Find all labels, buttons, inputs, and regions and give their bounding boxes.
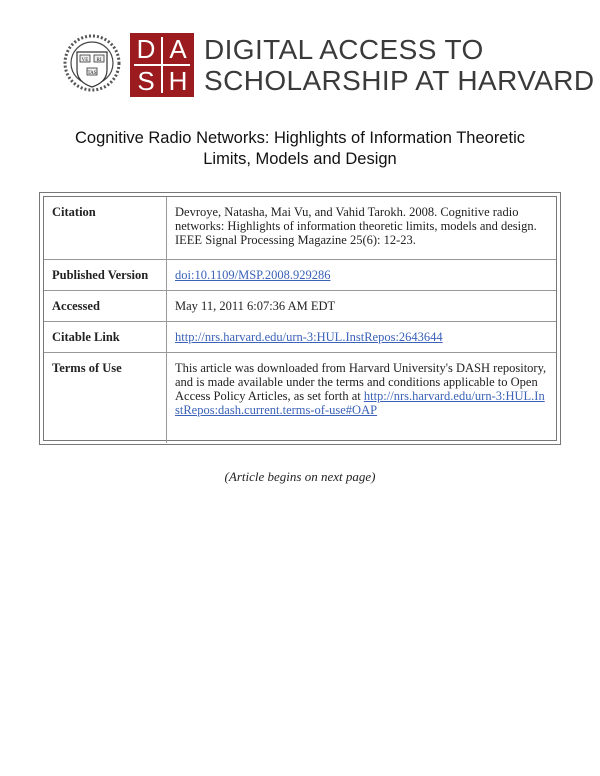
citation-row bbox=[44, 197, 556, 260]
published-version-link[interactable]: doi:10.1109/MSP.2008.929286 bbox=[175, 268, 331, 282]
logo-letter-a: A bbox=[169, 34, 187, 64]
logo-divider-horizontal bbox=[134, 64, 190, 66]
accessed-row bbox=[44, 291, 556, 322]
logo-letter-d: D bbox=[136, 34, 156, 64]
dash-logo bbox=[130, 33, 194, 97]
logo-letter-s: S bbox=[137, 66, 155, 96]
citable-link-row bbox=[44, 322, 556, 353]
terms-of-use-row bbox=[44, 353, 556, 444]
citation-value: Devroye, Natasha, Mai Vu, and Vahid Tarokh. 2008. Cognitive radio networks: Highlights of information theoretic limits, models and design. IEEE Signal Processing Magazine 25(6): 12-23. bbox=[167, 197, 557, 260]
citation-label: Citation bbox=[44, 197, 167, 260]
citable-link-label: Citable Link bbox=[44, 322, 167, 353]
article-title-line-1: Cognitive Radio Networks: Highlights of Information Theoretic bbox=[75, 129, 525, 147]
brand-line-1: DIGITAL ACCESS TO bbox=[204, 34, 484, 65]
svg-text:RI: RI bbox=[96, 58, 102, 63]
published-version-row bbox=[44, 260, 556, 291]
logo-letter-h: H bbox=[168, 66, 188, 96]
published-version-label: Published Version bbox=[44, 260, 167, 291]
terms-of-use-text: This article was downloaded from Harvard University's DASH repository, and is made available under the terms and conditions applicable to Open Access Policy Articles, as set forth at bbox=[175, 361, 547, 403]
dash-header bbox=[63, 32, 595, 98]
harvard-seal-icon bbox=[63, 34, 121, 92]
terms-of-use-link[interactable]: http://nrs.harvard.edu/urn-3:HUL.InstRepos:dash.current.terms-of-use#OAP bbox=[175, 389, 545, 417]
article-title bbox=[40, 128, 560, 170]
terms-of-use-value bbox=[167, 353, 557, 444]
brand-name bbox=[204, 34, 595, 96]
brand-line-2: SCHOLARSHIP AT HARVARD bbox=[204, 65, 595, 96]
article-begins-note: (Article begins on next page) bbox=[224, 469, 376, 484]
citable-link[interactable]: http://nrs.harvard.edu/urn-3:HUL.InstRepos:2643644 bbox=[175, 330, 443, 344]
article-title-line-2: Limits, Models and Design bbox=[203, 150, 397, 168]
accessed-label: Accessed bbox=[44, 291, 167, 322]
accessed-value: May 11, 2011 6:07:36 AM EDT bbox=[167, 291, 557, 322]
svg-text:VE: VE bbox=[81, 58, 89, 63]
metadata-table bbox=[43, 196, 557, 441]
terms-of-use-label: Terms of Use bbox=[44, 353, 167, 444]
svg-text:TAS: TAS bbox=[87, 71, 97, 76]
